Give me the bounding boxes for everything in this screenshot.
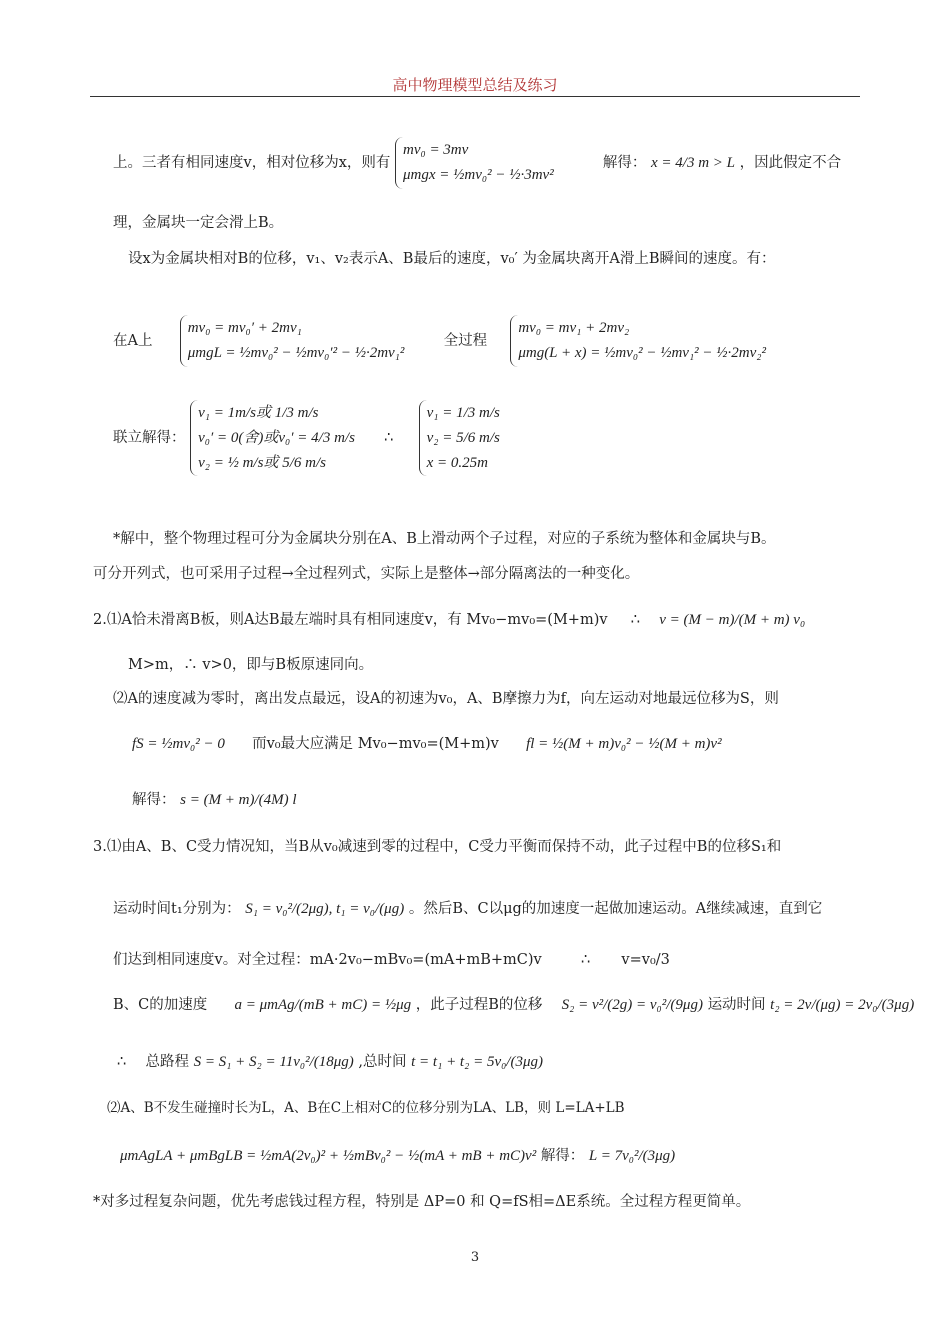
- text: 解得：: [602, 154, 647, 171]
- therefore-symbol: ∴: [384, 430, 394, 447]
- page-header: 高中物理模型总结及练习: [392, 76, 558, 94]
- equation: t₂ = 2v/(μg) = 2v₀/(3μg): [770, 997, 915, 1013]
- equation: mv₀ = 3mv: [402, 142, 469, 158]
- equation: μmg(L + x) = ½mv₀² − ½mv₁² − ½·2mv₂²: [518, 344, 767, 361]
- equation: t = t₁ + t₂ = 5v₀/(3μg): [411, 1054, 543, 1070]
- therefore-symbol: ∴: [630, 612, 640, 628]
- line-16: [113, 996, 914, 1016]
- line-11: [132, 735, 722, 755]
- equation-system: [190, 400, 355, 476]
- label: 解得：: [540, 1148, 585, 1164]
- equation: v₂ = ½ m/s或 5/6 m/s: [198, 454, 326, 471]
- line-10: ⑵A的速度减为零时，离出发点最远，设A的初速为v₀，A、B摩擦力为f，向左运动对地最远位移为S，则: [113, 691, 779, 707]
- equation-system: [180, 315, 405, 367]
- equation: mv₀ = mv₀′ + 2mv₁: [187, 320, 302, 336]
- therefore-symbol: ∴: [117, 1054, 127, 1070]
- equation: s = (M + m)/(4M) l: [180, 792, 297, 808]
- label: 联立解得：: [113, 430, 186, 447]
- therefore-symbol: ∴: [580, 952, 591, 968]
- line-8: [93, 611, 805, 631]
- line-1: [113, 137, 841, 189]
- equation: v = (M − m)/(M + m) v₀: [659, 612, 806, 628]
- equation: v₀′ = 0(舍)或v₀′ = 4/3 m/s: [198, 429, 355, 446]
- equation-system: [395, 137, 554, 189]
- equation: L = 7v₀²/(3μg): [588, 1148, 676, 1164]
- text: 而v₀最大应满足 Mv₀−mv₀=(M+m)v: [252, 736, 499, 752]
- equation: μmgL = ½mv₀² − ½mv₀′² − ½·2mv₁²: [187, 344, 405, 361]
- label: 全过程: [443, 332, 488, 349]
- equation: μmgx = ½mv₀² − ½·3mv²: [402, 166, 554, 183]
- line-13: 3.⑴由A、B、C受力情况知，当B从v₀减速到零的过程中，C受力平衡而保持不动，此子过程中B的位移S₁和: [93, 839, 782, 855]
- text: ，因此假定不合: [739, 154, 842, 171]
- equation-system: [419, 400, 500, 476]
- equation: x = 4/3 m > L: [651, 154, 736, 171]
- line-9: M>m，∴ v>0，即与B板原速同向。: [128, 657, 374, 673]
- label: 解得：: [132, 792, 176, 808]
- text: B、C的加速度: [113, 997, 208, 1013]
- line-17: [117, 1053, 543, 1073]
- text: v=v₀/3: [621, 952, 670, 968]
- line-15: [113, 951, 670, 970]
- line-18: ⑵A、B不发生碰撞时长为L，A、B在C上相对C的位移分别为LA、LB，则 L=LA+LB: [107, 1100, 625, 1116]
- line-12: [132, 791, 297, 811]
- equation: S₂ = v²/(2g) = v₀²/(9μg): [561, 997, 703, 1013]
- equation: S = S₁ + S₂ = 11v₀²/(18μg): [193, 1054, 354, 1070]
- text: 。然后B、C以μg的加速度一起做加速运动。A继续减速，直到它: [408, 901, 823, 917]
- label: 运动时间: [707, 997, 766, 1013]
- line-14: [113, 900, 822, 920]
- line-4: [113, 315, 766, 367]
- label: 在A上: [113, 332, 153, 349]
- equation: v₂ = 5/6 m/s: [426, 429, 500, 446]
- equation: mv₀ = mv₁ + 2mv₂: [518, 320, 630, 336]
- line-20: *对多过程复杂问题，优先考虑钱过程方程，特别是 ΔP=0 和 Q=fS相=ΔE系统。全过程方程更简单。: [93, 1194, 751, 1210]
- text: 上。三者有相同速度v，相对位移为x，则有: [113, 154, 391, 171]
- equation: fl = ½(M + m)v₀² − ½(M + m)v²: [526, 736, 722, 752]
- equation: v₁ = 1m/s或 1/3 m/s: [198, 405, 319, 421]
- text: ，此子过程B的位移: [415, 997, 543, 1013]
- line-7: 可分开列式，也可采用子过程→全过程列式，实际上是整体→部分隔离法的一种变化。: [93, 566, 640, 582]
- line-19: [120, 1147, 675, 1167]
- equation: v₁ = 1/3 m/s: [426, 405, 500, 421]
- equation: μmAgLA + μmBgLB = ½mA(2v₀)² + ½mBv₀² − ½(mA + mB + mC)v²: [120, 1148, 537, 1164]
- equation: S₁ = v₀²/(2μg), t₁ = v₀/(μg): [245, 901, 405, 917]
- text: 运动时间t₁分别为：: [113, 901, 241, 917]
- line-6: *解中，整个物理过程可分为金属块分别在A、B上滑动两个子过程，对应的子系统为整体和金属块与B。: [113, 531, 776, 547]
- equation: a = μmAg/(mB + mC) = ½μg: [234, 997, 412, 1013]
- equation: fS = ½mv₀² − 0: [132, 736, 225, 752]
- line-3: 设x为金属块相对B的位移，v₁、v₂表示A、B最后的速度，v₀′ 为金属块离开A滑上B瞬间的速度。有：: [128, 251, 776, 267]
- text: 们达到相同速度v。对全过程：mA·2v₀−mBv₀=(mA+mB+mC)v: [113, 952, 542, 968]
- line-5: [113, 400, 500, 476]
- header-rule: [90, 96, 860, 97]
- label: ,总时间: [358, 1054, 407, 1070]
- equation-system: [510, 315, 766, 367]
- text: 2.⑴A恰未滑离B板，则A达B最左端时具有相同速度v，有 Mv₀−mv₀=(M+m)v: [93, 612, 608, 628]
- page-number: 3: [470, 1250, 480, 1265]
- line-2: 理，金属块一定会滑上B。: [113, 215, 284, 231]
- equation: x = 0.25m: [426, 454, 488, 471]
- label: 总路程: [145, 1054, 189, 1070]
